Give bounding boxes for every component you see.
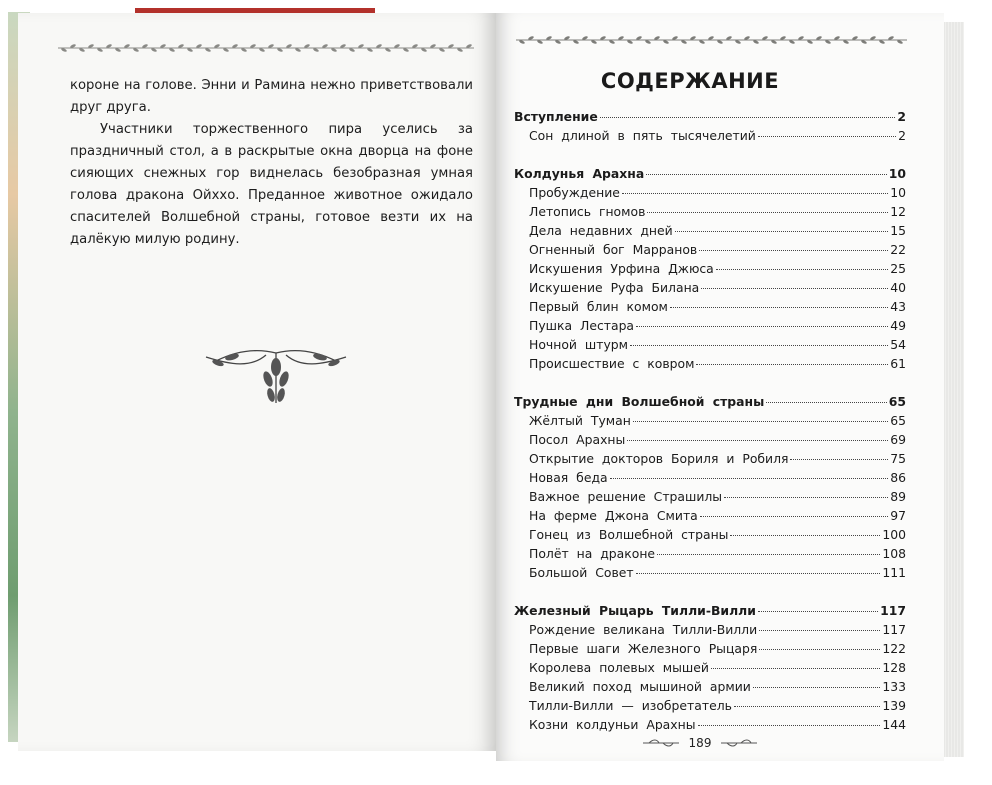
toc-entry-page: 117 (882, 622, 906, 637)
toc-entry-title: Пушка Лестара (529, 318, 635, 333)
toc-entry-title: Полёт на драконе (529, 546, 656, 561)
page-title: СОДЕРЖАНИЕ (600, 69, 780, 93)
top-vine-ornament-left (56, 43, 476, 53)
toc-entry-title: Вступление (514, 109, 598, 124)
toc-chapter-entry (514, 641, 906, 660)
toc-dot-leader (766, 402, 886, 403)
toc-chapter-entry (514, 660, 906, 679)
toc-chapter-entry (514, 565, 906, 584)
toc-dot-leader (675, 231, 889, 232)
toc-section-entry (514, 394, 906, 413)
toc-chapter-entry (514, 223, 906, 242)
toc-entry-title: Дела недавних дней (529, 223, 673, 238)
toc-chapter-entry (514, 261, 906, 280)
toc-entry-page: 89 (890, 489, 906, 504)
toc-entry-page: 65 (890, 413, 906, 428)
toc-dot-leader (630, 345, 888, 346)
toc-chapter-entry (514, 128, 906, 147)
toc-dot-leader (647, 212, 888, 213)
toc-dot-leader (759, 649, 880, 650)
toc-entry-title: Искушения Урфина Джюса (529, 261, 714, 276)
toc-chapter-entry (514, 508, 906, 527)
toc-chapter-entry (514, 204, 906, 223)
toc-dot-leader (753, 687, 881, 688)
toc-chapter-entry (514, 451, 906, 470)
toc-entry-page: 75 (890, 451, 906, 466)
toc-section-entry (514, 109, 906, 128)
toc-entry-page: 10 (888, 166, 906, 181)
toc-chapter-entry (514, 698, 906, 717)
toc-entry-title: Искушение Руфа Билана (529, 280, 700, 295)
toc-entry-title: Великий поход мышиной армии (529, 679, 751, 694)
toc-dot-leader (633, 421, 888, 422)
toc-chapter-entry (514, 489, 906, 508)
toc-entry-title: Важное решение Страшилы (529, 489, 723, 504)
toc-dot-leader (657, 554, 880, 555)
toc-dot-leader (646, 174, 887, 175)
toc-dot-leader (627, 440, 888, 441)
toc-chapter-entry (514, 413, 906, 432)
toc-chapter-entry (514, 527, 906, 546)
toc-entry-title: Первый блин комом (529, 299, 668, 314)
toc-dot-leader (670, 307, 888, 308)
toc-entry-page: 2 (898, 128, 906, 143)
toc-dot-leader (730, 535, 880, 536)
toc-entry-title: Гонец из Волшебной страны (529, 527, 729, 542)
toc-chapter-entry (514, 185, 906, 204)
toc-entry-page: 122 (882, 641, 906, 656)
toc-entry-title: Происшествие с ковром (529, 356, 695, 371)
toc-dot-leader (790, 459, 888, 460)
toc-entry-page: 144 (882, 717, 906, 732)
toc-entry-title: Королева полевых мышей (529, 660, 709, 675)
toc-entry-page: 10 (890, 185, 906, 200)
toc-entry-page: 43 (890, 299, 906, 314)
footer-ornament-right-icon (719, 737, 759, 751)
toc-entry-page: 54 (890, 337, 906, 352)
toc-dot-leader (636, 326, 888, 327)
top-vine-ornament-right (514, 35, 909, 45)
toc-dot-leader (724, 497, 888, 498)
toc-entry-title: Посол Арахны (529, 432, 626, 447)
toc-entry-page: 100 (882, 527, 906, 542)
toc-chapter-entry (514, 242, 906, 261)
toc-entry-page: 86 (890, 470, 906, 485)
toc-entry-page: 111 (882, 565, 906, 580)
toc-entry-title: Рождение великана Тилли-Вилли (529, 622, 758, 637)
toc-entry-page: 22 (890, 242, 906, 257)
toc-chapter-entry (514, 546, 906, 565)
toc-entry-title: Козни колдуньи Арахны (529, 717, 696, 732)
right-page (496, 13, 944, 761)
paragraph: короне на голове. Энни и Рамина нежно приветствовали друг друга. (70, 78, 473, 115)
page-number: 189 (688, 736, 712, 750)
toc-entry-page: 108 (882, 546, 906, 561)
toc-entry-page: 25 (890, 261, 906, 276)
toc-chapter-entry (514, 679, 906, 698)
toc-chapter-entry (514, 622, 906, 641)
toc-chapter-entry (514, 470, 906, 489)
toc-entry-page: 12 (890, 204, 906, 219)
toc-entry-title: На ферме Джона Смита (529, 508, 698, 523)
toc-entry-title: Большой Совет (529, 565, 634, 580)
toc-entry-title: Тилли-Вилли — изобретатель (529, 698, 732, 713)
toc-entry-page: 15 (890, 223, 906, 238)
toc-entry-title: Пробуждение (529, 185, 620, 200)
page-number-footer (496, 736, 924, 751)
toc-chapter-entry (514, 717, 906, 736)
toc-dot-leader (696, 364, 888, 365)
toc-dot-leader (698, 725, 881, 726)
page-block-edge (944, 22, 964, 757)
toc-entry-title: Сон длиной в пять тысячелетий (529, 128, 756, 143)
left-page (18, 13, 496, 751)
toc-entry-title: Открытие докторов Бориля и Робиля (529, 451, 789, 466)
toc-entry-title: Жёлтый Туман (529, 413, 631, 428)
toc-entry-page: 61 (890, 356, 906, 371)
toc-dot-leader (758, 611, 878, 612)
toc-chapter-entry (514, 280, 906, 299)
toc-entry-page: 128 (882, 660, 906, 675)
toc-section-entry (514, 603, 906, 622)
toc-entry-page: 97 (890, 508, 906, 523)
toc-dot-leader (759, 630, 880, 631)
toc-chapter-entry (514, 318, 906, 337)
left-page-text (70, 75, 473, 251)
toc-chapter-entry (514, 337, 906, 356)
toc-entry-title: Огненный бог Марранов (529, 242, 698, 257)
toc-dot-leader (610, 478, 889, 479)
toc-entry-title: Новая беда (529, 470, 608, 485)
toc-entry-page: 49 (890, 318, 906, 333)
toc-entry-page: 133 (882, 679, 906, 694)
toc-chapter-entry (514, 356, 906, 375)
toc-dot-leader (711, 668, 880, 669)
toc-entry-page: 139 (882, 698, 906, 713)
toc-entry-page: 65 (888, 394, 906, 409)
toc-dot-leader (701, 288, 888, 289)
toc-dot-leader (700, 516, 888, 517)
toc-dot-leader (636, 573, 881, 574)
toc-entry-title: Колдунья Арахна (514, 166, 645, 181)
toc-entry-page: 40 (890, 280, 906, 295)
toc-entry-title: Первые шаги Железного Рыцаря (529, 641, 758, 656)
toc-dot-leader (600, 117, 896, 118)
floral-ornament-icon (196, 343, 356, 417)
toc-dot-leader (758, 136, 896, 137)
toc-dot-leader (699, 250, 888, 251)
toc-entry-page: 69 (890, 432, 906, 447)
toc-entry-page: 117 (880, 603, 906, 618)
toc-entry-title: Железный Рыцарь Тилли-Вилли (514, 603, 756, 618)
toc-chapter-entry (514, 432, 906, 451)
toc-dot-leader (734, 706, 880, 707)
toc-section-entry (514, 166, 906, 185)
toc-dot-leader (622, 193, 888, 194)
toc-chapter-entry (514, 299, 906, 318)
toc-entry-title: Ночной штурм (529, 337, 628, 352)
toc-dot-leader (716, 269, 888, 270)
toc-entry-title: Летопись гномов (529, 204, 646, 219)
toc-entry-page: 2 (897, 109, 906, 124)
toc-entry-title: Трудные дни Волшебной страны (514, 394, 765, 409)
paragraph: Участники торжественного пира уселись за праздничный стол, а в раскрытые окна дворца на фоне сияющих снежных гор виднелась безобразная умная голова дракона Ойххо. Преданное животное ожидало спасителей Волшебной страны, готовое везти их на далёкую милую родину. (70, 122, 473, 247)
footer-ornament-left-icon (641, 737, 681, 751)
